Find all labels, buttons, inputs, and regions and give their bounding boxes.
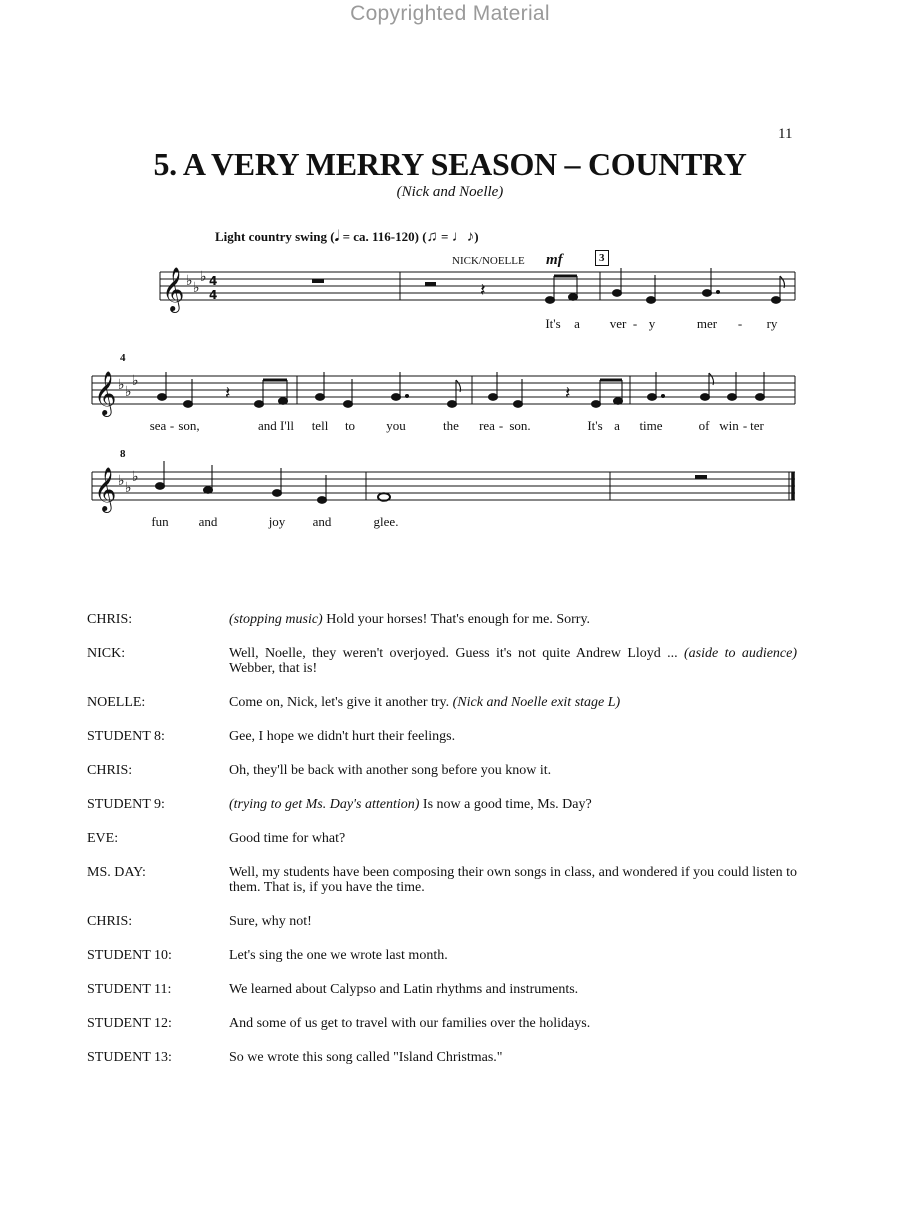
speech-text (229, 797, 797, 812)
time-signature: 4 (209, 288, 218, 302)
speech-part: Come on, Nick, let's give it another try. (229, 695, 453, 710)
flat-icon: ♭ (118, 377, 125, 393)
lyric: and (312, 514, 332, 529)
lyric: ver (609, 316, 627, 331)
speaker-name: CHRIS: (87, 914, 133, 929)
stage-direction: (aside to audience) (684, 646, 798, 661)
lyric: - (498, 418, 504, 433)
whole-rest-icon (312, 279, 324, 283)
lyric: ter (750, 418, 764, 433)
speaker-name: STUDENT 11: (87, 982, 172, 997)
flat-icon: ♭ (132, 373, 139, 389)
flat-icon: ♭ (193, 280, 200, 296)
half-rest-icon (425, 282, 436, 286)
music-notation (0, 0, 900, 560)
triplet-swing-icon: ♩♪ (451, 229, 475, 245)
tempo-eq: = (437, 229, 452, 244)
lyric: a (574, 316, 580, 331)
speech-text (229, 1016, 797, 1031)
staff-line-3 (92, 472, 795, 500)
page-number: 11 (778, 126, 793, 142)
speech-text (229, 948, 797, 963)
speaker-name: STUDENT 13: (87, 1050, 172, 1065)
dialogue-line (87, 729, 797, 744)
speech-part: We learned about Calypso and Latin rhythms and instruments. (229, 982, 579, 997)
measure-number-4: 4 (120, 352, 126, 364)
quarter-rest-icon: 𝄽 (565, 383, 571, 404)
note (592, 380, 601, 407)
note (263, 380, 288, 404)
measure-number-8: 8 (120, 448, 126, 460)
note (255, 380, 264, 407)
rehearsal-mark: 3 (595, 250, 609, 266)
stage-direction: (Nick and Noelle exit stage L) (452, 695, 621, 710)
dialogue-line (87, 1050, 797, 1065)
speaker-name: CHRIS: (87, 763, 133, 778)
speech-text (229, 982, 797, 997)
lyric: a (614, 418, 620, 433)
speaker-name: STUDENT 8: (87, 729, 165, 744)
whole-rest-icon (695, 475, 707, 479)
lyric: win (719, 418, 739, 433)
speaker-name: NICK: (87, 646, 126, 661)
speaker-name: MS. DAY: (87, 865, 146, 880)
lyric: son. (509, 418, 531, 433)
speech-part: Oh, they'll be back with another song before you know it. (229, 763, 552, 778)
time-signature: 4 (209, 274, 218, 288)
lyric: - (632, 316, 638, 331)
speech-text (229, 646, 797, 676)
quarter-rest-icon: 𝄽 (480, 280, 486, 301)
note (772, 276, 785, 303)
speaker-name: EVE: (87, 831, 119, 846)
flat-icon: ♭ (118, 473, 125, 489)
tempo-mid: = ca. 116-120) ( (339, 229, 427, 244)
lyric: of (698, 418, 710, 433)
quarter-rest-icon: 𝄽 (225, 383, 231, 404)
lyric: you (386, 418, 406, 433)
speech-text (229, 914, 797, 929)
note (448, 380, 461, 407)
speech-part: Webber, that is! (229, 661, 318, 676)
flat-icon: ♭ (186, 273, 193, 289)
dialogue-line (87, 948, 797, 963)
speech-part: Gee, I hope we didn't hurt their feelings. (229, 729, 456, 744)
speech-text (229, 729, 797, 744)
speaker-name: CHRIS: (87, 612, 133, 627)
note (600, 380, 623, 404)
staff-line-2 (92, 376, 795, 404)
flat-icon: ♭ (125, 384, 132, 400)
treble-clef-icon: 𝄞 (162, 267, 185, 311)
copyright-watermark: Copyrighted Material (350, 2, 550, 25)
lyric: It's (545, 316, 561, 331)
speech-part: Hold your horses! That's enough for me. Sorry. (322, 612, 591, 627)
note (701, 373, 714, 400)
speaker-name: STUDENT 9: (87, 797, 165, 812)
speaker-name: STUDENT 10: (87, 948, 172, 963)
song-title: 5. A VERY MERRY SEASON – COUNTRY (153, 146, 747, 182)
lyric: - (169, 418, 175, 433)
lyric: - (742, 418, 748, 433)
speaker-name: NOELLE: (87, 695, 146, 710)
speech-part: Well, my students have been composing their own songs in class, and wondered if you could listen to them. That is, if you have the time. (229, 865, 797, 895)
flat-icon: ♭ (125, 480, 132, 496)
script-dialogue (87, 612, 797, 1065)
speech-part: Good time for what? (229, 831, 346, 846)
treble-clef-icon: 𝄞 (94, 371, 117, 415)
tempo-prefix: Light country swing ( (215, 229, 335, 244)
speech-text (229, 1050, 797, 1065)
lyric: the (443, 418, 459, 433)
stage-direction: (stopping music) (229, 612, 323, 627)
dialogue-line (87, 982, 797, 997)
flat-icon: ♭ (200, 269, 207, 285)
speech-part: And some of us get to travel with our families over the holidays. (229, 1016, 591, 1031)
speech-part: Sure, why not! (229, 914, 312, 929)
speech-part: Let's sing the one we wrote last month. (229, 948, 448, 963)
singer-label: NICK/NOELLE (452, 255, 525, 267)
lyric: glee. (373, 514, 399, 529)
lyric: sea (149, 418, 167, 433)
dialogue-line (87, 865, 797, 895)
speech-part: So we wrote this song called "Island Christmas." (229, 1050, 503, 1065)
speech-text (229, 695, 797, 710)
dialogue-line (87, 914, 797, 929)
dialogue-line (87, 763, 797, 778)
flat-icon: ♭ (132, 469, 139, 485)
lyric: y (648, 316, 656, 331)
song-subtitle: (Nick and Noelle) (396, 184, 504, 200)
lyric: fun (151, 514, 169, 529)
speech-text (229, 612, 797, 627)
note (546, 276, 555, 303)
speech-part: Is now a good time, Ms. Day? (419, 797, 592, 812)
dialogue-line (87, 646, 797, 676)
lyric: and (198, 514, 218, 529)
speaker-name: STUDENT 12: (87, 1016, 172, 1031)
staff-line-1 (160, 272, 795, 300)
lyric: rea (479, 418, 495, 433)
speech-text (229, 831, 797, 846)
dynamic-marking: mf (546, 252, 563, 268)
treble-clef-icon: 𝄞 (94, 467, 117, 511)
lyric: time (639, 418, 663, 433)
note (554, 276, 578, 300)
lyric: joy (268, 514, 286, 529)
lyric: - (737, 316, 743, 331)
lyric: mer (696, 316, 718, 331)
dialogue-line (87, 695, 797, 710)
lyric: ry (766, 316, 778, 331)
dialogue-line (87, 797, 797, 812)
eighth-notes-icon: ♫ (426, 229, 438, 245)
stage-direction: (trying to get Ms. Day's attention) (229, 797, 420, 812)
dialogue-line (87, 1016, 797, 1031)
lyric: tell (311, 418, 329, 433)
lyric: It's (587, 418, 603, 433)
lyric: and I'll (258, 418, 294, 433)
note (156, 461, 165, 489)
speech-part: Well, Noelle, they weren't overjoyed. Guess it's not quite Andrew Lloyd ... (229, 646, 684, 661)
tempo-suffix: ) (474, 229, 479, 244)
note-heads (156, 268, 785, 503)
dialogue-line (87, 831, 797, 846)
lyric: to (344, 418, 356, 433)
speech-text (229, 763, 797, 778)
half-note-icon: 𝅘𝅥 (334, 229, 340, 245)
speech-text (229, 865, 797, 895)
dialogue-line (87, 612, 797, 627)
lyric: son, (178, 418, 200, 433)
